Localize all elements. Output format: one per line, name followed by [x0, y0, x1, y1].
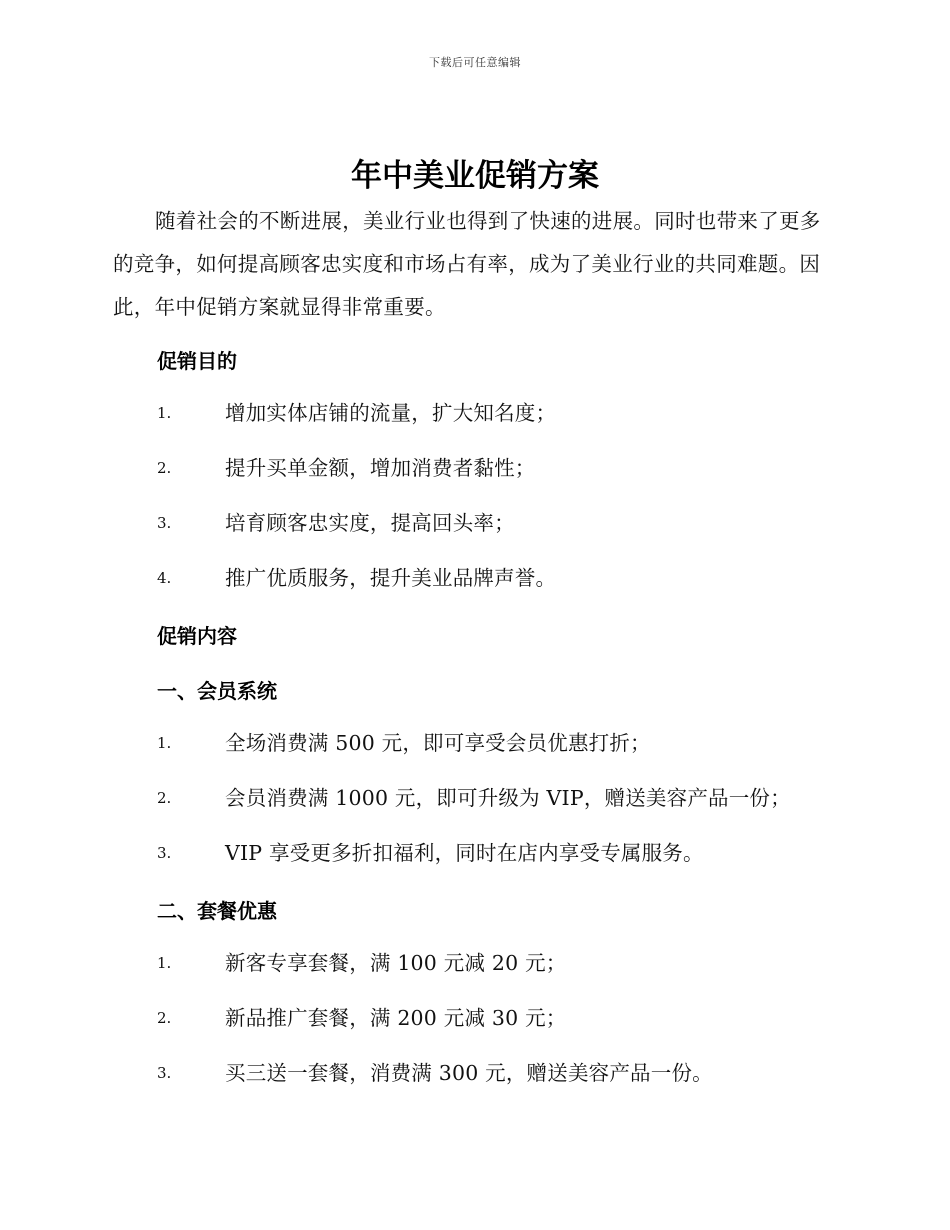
list-item [157, 508, 857, 538]
list-item [157, 563, 857, 593]
list-text: 新品推广套餐，满 200 元减 30 元； [225, 1006, 567, 1030]
list-number: 2. [157, 459, 172, 477]
list-text: 培育顾客忠实度，提高回头率； [225, 511, 515, 535]
section-heading-packages: 二、套餐优惠 [157, 899, 277, 923]
list-text: 买三送一套餐，消费满 300 元，赠送美容产品一份。 [225, 1061, 713, 1085]
list-number: 1. [157, 734, 172, 752]
list-text: 新客专享套餐，满 100 元减 20 元； [225, 951, 567, 975]
list-number: 3. [157, 514, 172, 532]
list-number: 1. [157, 404, 172, 422]
list-number: 3. [157, 1064, 172, 1082]
list-number: 2. [157, 789, 172, 807]
list-text: 推广优质服务，提升美业品牌声誉。 [225, 566, 557, 590]
list-item [157, 453, 857, 483]
list-text: 提升买单金额，增加消费者黏性； [225, 456, 536, 480]
list-text: VIP 享受更多折扣福利，同时在店内享受专属服务。 [225, 841, 704, 865]
section-heading-content: 促销内容 [157, 624, 237, 648]
list-item [157, 1058, 857, 1088]
list-item [157, 948, 857, 978]
list-item [157, 728, 857, 758]
section-heading-membership: 一、会员系统 [157, 679, 277, 703]
list-text: 增加实体店铺的流量，扩大知名度； [225, 401, 557, 425]
list-text: 会员消费满 1000 元，即可升级为 VIP，赠送美容产品一份； [225, 786, 791, 810]
list-number: 4. [157, 569, 172, 587]
list-number: 3. [157, 844, 172, 862]
list-item [157, 398, 857, 428]
document-title: 年中美业促销方案 [351, 158, 599, 194]
list-number: 2. [157, 1009, 172, 1027]
list-text: 全场消费满 500 元，即可享受会员优惠打折； [225, 731, 651, 755]
list-item [157, 838, 857, 868]
list-item [157, 1003, 857, 1033]
section-heading-purpose: 促销目的 [157, 349, 237, 373]
list-number: 1. [157, 954, 172, 972]
intro-paragraph: 随着社会的不断进展，美业行业也得到了快速的进展。同时也带来了更多的竞争，如何提高顾客忠实度和市场占有率，成为了美业行业的共同难题。因此，年中促销方案就显得非常重要。 [113, 209, 821, 319]
header-note: 下载后可任意编辑 [429, 56, 521, 69]
list-item [157, 783, 857, 813]
